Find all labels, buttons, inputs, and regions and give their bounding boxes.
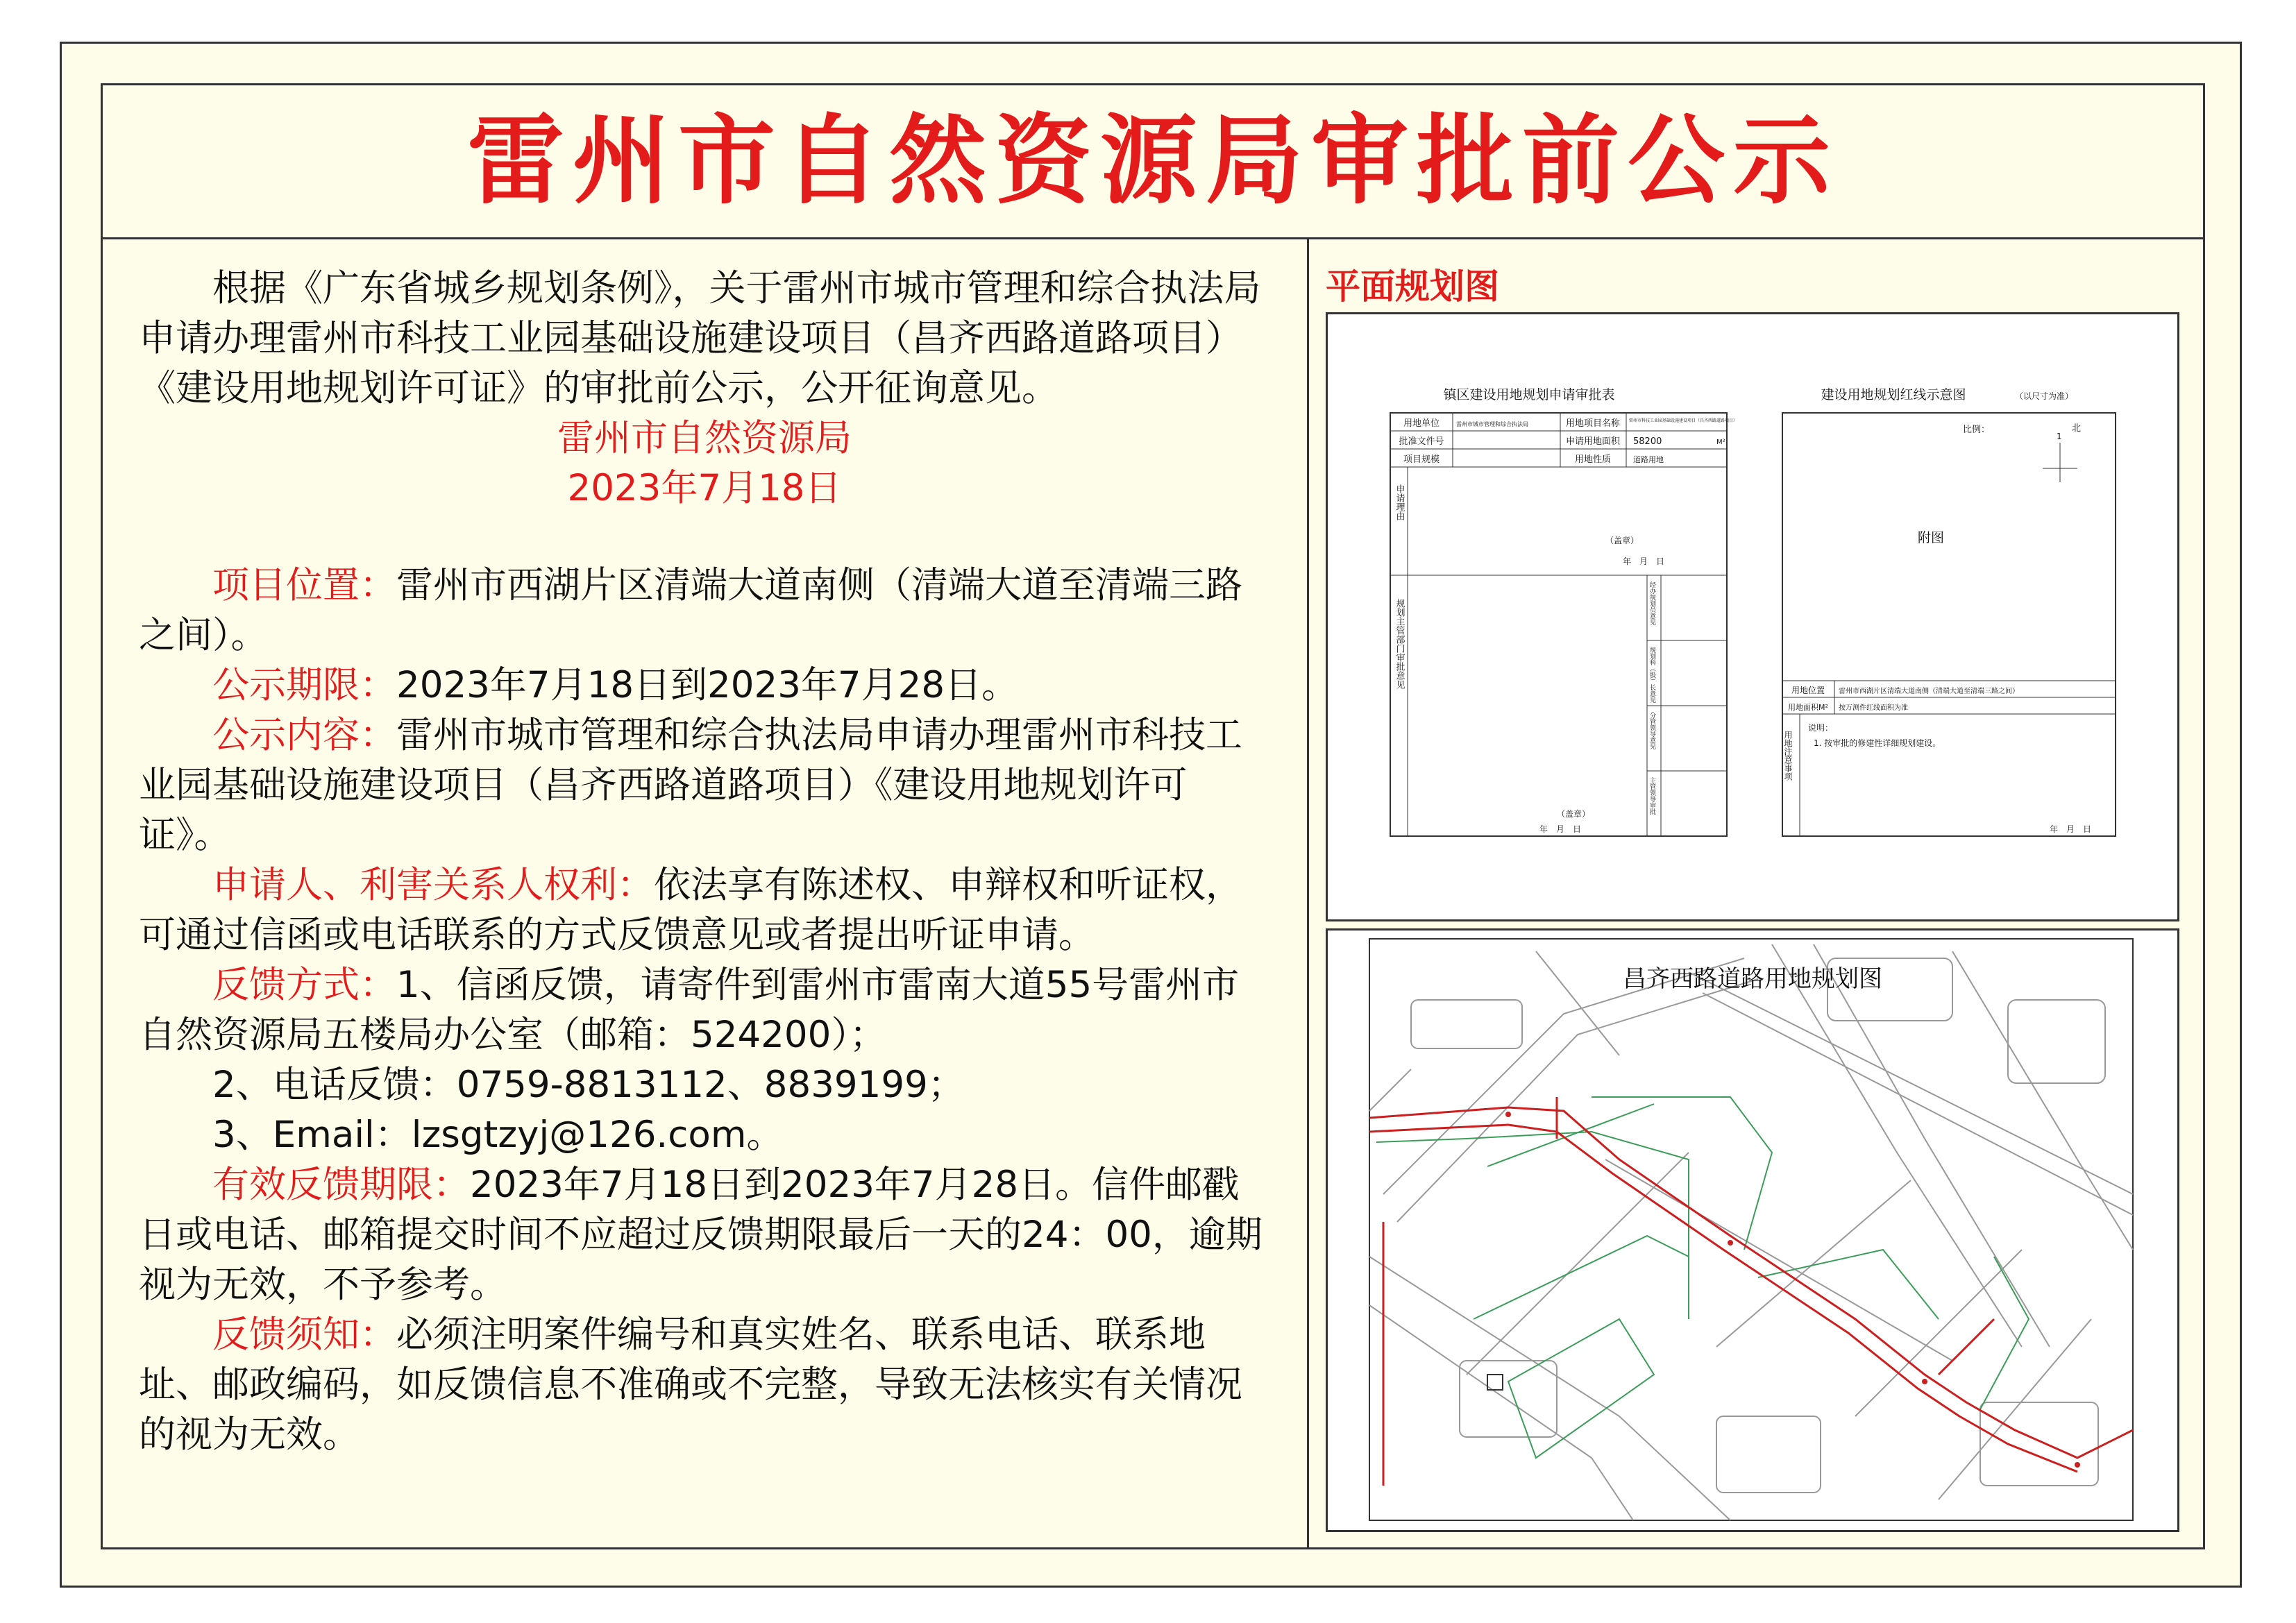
notice-item xyxy=(139,1310,1270,1460)
period-item xyxy=(139,661,1270,711)
feedback-email: 3、Email：lzsgtzyj@126.com。 xyxy=(212,1114,784,1156)
intro-paragraph: 根据《广东省城乡规划条例》，关于雷州市城市管理和综合执法局申请办理雷州市科技工业园基础设施建设项目（昌齐西路道路项目）《建设用地规划许可证》的审批前公示，公开征询意见。 xyxy=(139,267,1261,409)
form-scale-label: 项目规模 xyxy=(1403,454,1440,465)
content-text: 雷州市城市管理和综合执法局申请办理雷州市科技工业园基础设施建设项目（昌齐西路道路项目）《建设用地规划许可证》。 xyxy=(139,714,1242,856)
redline-scale-value: 1 xyxy=(2057,432,2062,441)
form-approval-label: 批准文件号 xyxy=(1399,436,1444,447)
redline-scale-label: 比例： xyxy=(1963,425,1991,435)
area-label: 用地面积M² xyxy=(1788,703,1828,712)
form-nature-label: 用地性质 xyxy=(1574,454,1612,465)
form-area-value: 58200 xyxy=(1633,436,1662,447)
period-text: 2023年7月18日到2023年7月28日。 xyxy=(396,664,1019,706)
notice-text-body: 必须注明案件编号和真实姓名、联系电话、联系地址、邮政编码，如反馈信息不准确或不完整，导致无法核实有关情况的视为无效。 xyxy=(139,1314,1242,1456)
note-1: 1. 按审批的修建性详细规划建设。 xyxy=(1814,738,1941,748)
road-map-svg xyxy=(1328,931,2177,1530)
attach-label: 附图 xyxy=(1918,530,1945,545)
note-title: 说明： xyxy=(1808,723,1834,733)
form-project-label: 用地项目名称 xyxy=(1565,418,1621,429)
feedback-phone: 2、电话反馈：0759-8813112、8839199； xyxy=(212,1064,965,1106)
form-reason-label: 申请理由 xyxy=(1394,484,1405,520)
signer: 雷州市自然资源局 xyxy=(557,417,852,459)
plan-title: 平面规划图 xyxy=(1326,266,1499,307)
sign-date: 2023年7月18日 xyxy=(567,467,842,509)
period-label: 公示期限： xyxy=(212,664,396,706)
form-title: 镇区建设用地规划申请审批表 xyxy=(1443,387,1615,402)
loc-label: 用地位置 xyxy=(1791,686,1825,695)
note-label: 用地注意事项 xyxy=(1783,731,1793,781)
feedback-mail: 1、信函反馈，请寄件到雷州市雷南大道55号雷州市自然资源局五楼局办公室（邮箱：524200）； xyxy=(139,964,1240,1056)
valid-text: 2023年7月18日到2023年7月28日。信件邮戳日或电话、邮箱提交时间不应超过反馈期限最后一天的24：00，逾期视为无效，不予参考。 xyxy=(139,1164,1263,1306)
content-item xyxy=(139,711,1270,860)
form-area-unit: M² xyxy=(1716,439,1725,446)
form-col-4: 主管领导审批 xyxy=(1648,777,1655,815)
north-label: 北 xyxy=(2072,423,2082,434)
form-seal-2: （盖章） xyxy=(1557,809,1591,819)
location-text: 雷州市西湖片区清端大道南侧（清端大道至清端三路之间）。 xyxy=(139,564,1242,656)
form-seal-1: （盖章） xyxy=(1605,536,1639,545)
rights-label: 申请人、利害关系人权利： xyxy=(212,864,654,906)
approval-form-svg xyxy=(1328,314,2177,919)
form-date-3: 年 月 日 xyxy=(2050,824,2092,834)
feedback-item xyxy=(139,960,1270,1060)
form-project-value: 雷州市科技工业园基础设施建设项目（昌齐西路道路项目） xyxy=(1629,418,1738,423)
area-value: 按万测件红线面积为准 xyxy=(1839,704,1908,712)
notice-label: 反馈须知： xyxy=(212,1314,396,1356)
form-col-2: 规划科（股）长意见 xyxy=(1648,647,1655,703)
form-nature-value: 道路用地 xyxy=(1633,455,1664,464)
form-area-label: 申请用地面积 xyxy=(1565,436,1621,447)
form-date-2: 年 月 日 xyxy=(1539,824,1582,834)
loc-value: 雷州市西湖片区清端大道南侧（清端大道至清端三路之间） xyxy=(1839,688,2019,695)
feedback-label: 反馈方式： xyxy=(212,964,396,1006)
map-title: 昌齐西路道路用地规划图 xyxy=(1623,965,1882,993)
redline-note: （以尺寸为准） xyxy=(2015,391,2074,401)
rights-text: 依法享有陈述权、申辩权和听证权，可通过信函或电话联系的方式反馈意见或者提出听证申请。 xyxy=(139,864,1242,956)
form-unit-label: 用地单位 xyxy=(1403,418,1440,429)
form-col-1: 经办规划员意见 xyxy=(1648,581,1655,625)
page-title: 雷州市自然资源局审批前公示 xyxy=(466,105,1839,218)
form-unit-value: 雷州市城市管理和综合执法局 xyxy=(1456,421,1528,427)
valid-label: 有效反馈期限： xyxy=(212,1164,470,1206)
title-bar xyxy=(101,83,2205,239)
content-label: 公示内容： xyxy=(212,714,396,756)
form-col-3: 分管领导意见 xyxy=(1648,712,1655,749)
notice-text xyxy=(139,264,1270,1460)
column-divider xyxy=(1307,239,1309,1549)
valid-item xyxy=(139,1160,1270,1310)
form-date-1: 年 月 日 xyxy=(1623,556,1665,566)
form-opinion-label: 规划主管部门审批意见 xyxy=(1394,599,1405,689)
location-item xyxy=(139,561,1270,661)
redline-title: 建设用地规划红线示意图 xyxy=(1821,387,1966,402)
road-plan-map xyxy=(1326,928,2179,1532)
approval-form-image xyxy=(1326,312,2179,921)
location-label: 项目位置： xyxy=(212,564,396,606)
rights-item xyxy=(139,860,1270,960)
